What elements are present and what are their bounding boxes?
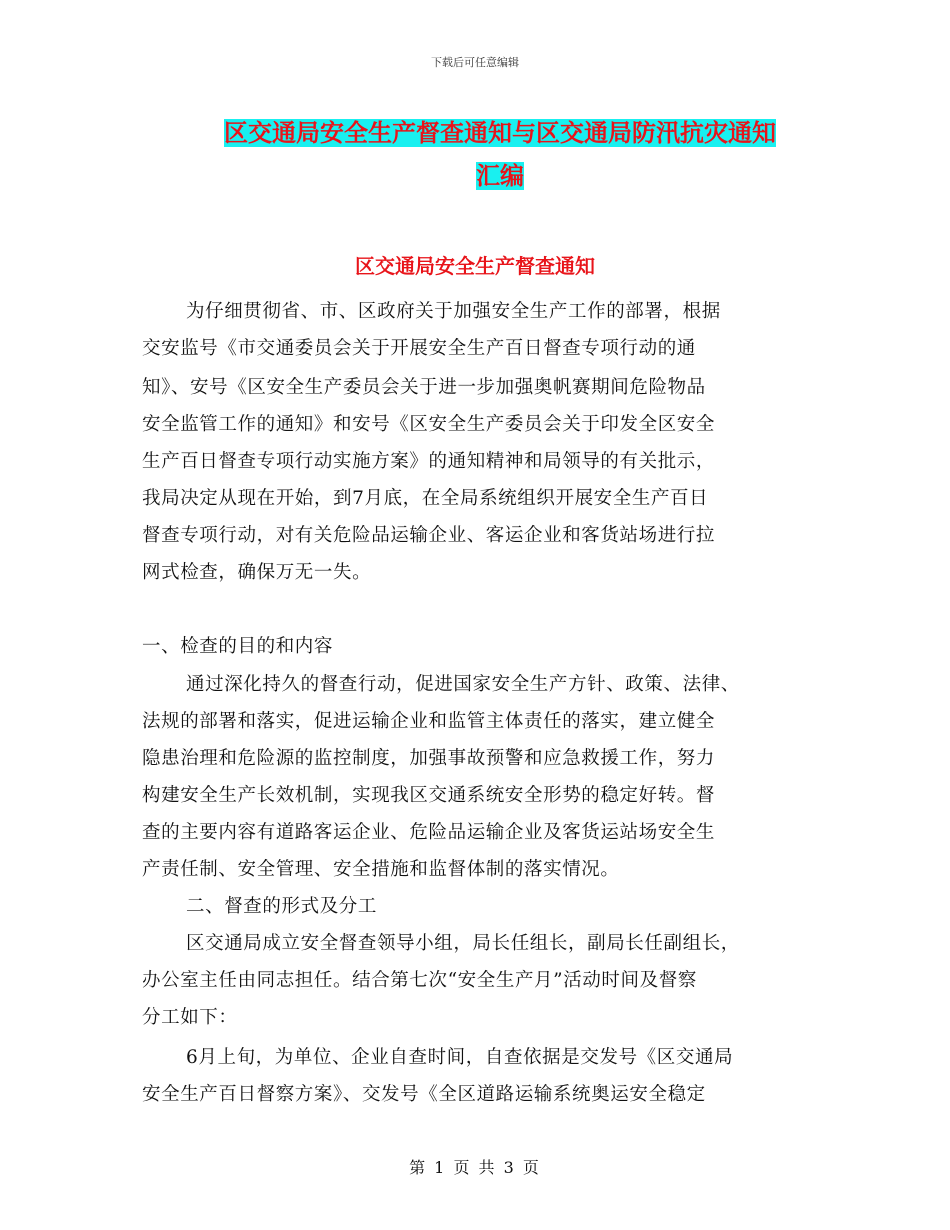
body-line: 构建安全生产长效机制，实现我区交通系统安全形势的稳定好转。督 (142, 785, 716, 806)
section-title: 区交通局安全生产督查通知 (355, 254, 595, 278)
header-note: 下载后可任意编辑 (431, 56, 519, 69)
page-footer: 第 1 页 共 3 页 (409, 1158, 541, 1177)
body-line: 安全生产百日督察方案》、交发号《全区道路运输系统奥运安全稳定 (142, 1084, 706, 1105)
body-line: 隐患治理和危险源的监控制度，加强事故预警和应急救援工作，努力 (142, 748, 716, 769)
body-line: 法规的部署和落实，促进运输企业和监管主体责任的落实，建立健全 (142, 711, 716, 732)
body-line: 为仔细贯彻省、市、区政府关于加强安全生产工作的部署，根据 (186, 301, 721, 322)
body-line: 知》、安号《区安全生产委员会关于进一步加强奥帆赛期间危险物品 (142, 377, 706, 398)
title-highlight-1: 区交通局安全生产督查通知与区交通局防汛抗灾通知 (224, 119, 776, 147)
body-line: 我局决定从现在开始，到7月底，在全局系统组织开展安全生产百日 (142, 488, 709, 509)
document-title-line-2 (190, 156, 810, 191)
section-heading-2: 二、督查的形式及分工 (186, 896, 378, 917)
body-line: 查的主要内容有道路客运企业、危险品运输企业及客货运站场安全生 (142, 822, 716, 843)
body-line: 产责任制、安全管理、安全措施和监督体制的落实情况。 (142, 859, 620, 880)
body-line: 网式检查，确保万无一失。 (142, 562, 372, 583)
body-line: 生产百日督查专项行动实施方案》的通知精神和局领导的有关批示， (142, 451, 716, 472)
document-title-line-1 (190, 113, 810, 148)
title-highlight-2: 汇编 (476, 162, 524, 190)
body-line: 分工如下： (142, 1007, 238, 1028)
body-line: 通过深化持久的督查行动，促进国家安全生产方针、政策、法律、 (186, 674, 740, 695)
section-heading-1: 一、检查的目的和内容 (142, 636, 334, 657)
body-line: 督查专项行动，对有关危险品运输企业、客运企业和客货站场进行拉 (142, 525, 716, 546)
body-line: 区交通局成立安全督查领导小组，局长任组长，副局长任副组长， (186, 933, 740, 954)
body-line: 6月上旬，为单位、企业自查时间，自查依据是交发号《区交通局 (186, 1047, 734, 1068)
body-line: 安全监管工作的通知》和安号《区安全生产委员会关于印发全区安全 (142, 414, 716, 435)
body-line: 办公室主任由同志担任。结合第七次“安全生产月”活动时间及督察 (142, 970, 697, 991)
body-line: 交安监号《市交通委员会关于开展安全生产百日督查专项行动的通 (142, 338, 696, 359)
